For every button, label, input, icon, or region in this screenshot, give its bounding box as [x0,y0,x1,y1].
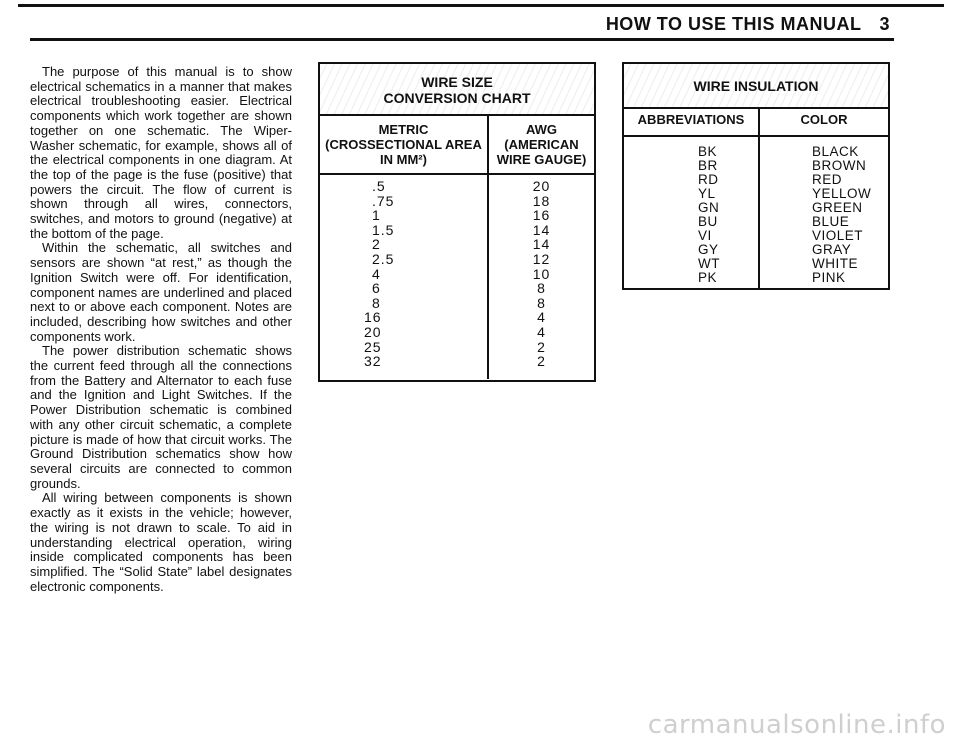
awg-value: 10 [532,265,551,282]
intro-paragraph: Within the schematic, all switches and sensors are shown “at rest,” as though the Ignition Switch were off. For identification, component names are underlined and placed next to or above each component. Notes are included, describing how switches and other components work. [30,240,292,344]
metric-header-line: IN MM²) [380,152,427,167]
watermark-text: carmanualsonline.info [647,710,946,740]
wire-size-chart-title [320,64,594,114]
color-value: GRAY [812,242,852,257]
abbreviation-value: RD [698,172,719,187]
metric-value: 6 [372,280,381,297]
metric-value: .75 [372,192,395,209]
metric-value: 20 [364,323,382,340]
intro-paragraph: The purpose of this manual is to show electrical schematics in a manner that makes electrical troubleshooting easier. Electrical components which work together are shown together on one schematic. The Wiper-Washer schematic, for example, shows all of the electrical components in one diagram. At the top of the page is the fuse (positive) that powers the circuit. The flow of current is shown through all wires, connectors, switches, and motors to ground (negative) at the bottom of the page. [30,64,292,241]
awg-value: 4 [537,323,546,340]
metric-value: 1 [372,207,381,224]
wire-insulation-data-row [624,135,888,289]
color-column-header: COLOR [800,112,848,127]
awg-header-line: AWG [525,122,558,137]
wire-size-data-row [320,173,594,379]
abbreviation-value: BU [698,214,718,229]
awg-header-line: (AMERICAN [504,137,579,152]
metric-value: 32 [364,353,382,370]
metric-value: 25 [364,338,382,355]
abbreviation-values [624,137,760,289]
awg-value: 2 [537,338,546,355]
page-number: 3 [879,14,890,34]
abbreviation-value: PK [698,270,718,285]
abbreviation-value: GY [698,242,719,257]
awg-value: 4 [537,309,546,326]
wire-insulation-header-row [624,107,888,135]
metric-header-line: (CROSSECTIONAL AREA [325,137,482,152]
metric-value: .5 [372,178,386,194]
awg-value: 12 [532,250,551,267]
abbreviation-value: WT [698,256,720,271]
abbreviation-value: BR [698,158,718,173]
awg-value: 18 [532,192,551,209]
color-value: PINK [812,270,846,285]
intro-text [30,65,292,594]
wire-size-chart-title-line: CONVERSION CHART [383,90,531,106]
metric-value: 4 [372,265,381,282]
color-value: BLACK [812,144,859,159]
wire-size-header-row [320,114,594,173]
metric-header-line: METRIC [378,122,429,137]
awg-value: 14 [532,236,551,253]
header-rule [30,38,894,41]
top-rule [18,4,944,7]
awg-value: 20 [532,178,551,194]
awg-column-header [489,116,594,173]
metric-value: 2 [372,236,381,253]
abbreviation-value: YL [698,186,716,201]
awg-header-line: WIRE GAUGE) [496,152,587,167]
abbreviation-value: VI [698,228,712,243]
metric-value: 2.5 [372,250,395,267]
color-value: GREEN [812,200,863,215]
color-value: WHITE [812,256,858,271]
metric-value: 8 [372,294,381,311]
wire-size-chart-title-line: WIRE SIZE [421,74,493,90]
color-value: BLUE [812,214,850,229]
metric-values [320,175,489,379]
metric-column-header [320,116,489,173]
metric-value: 16 [364,309,382,326]
awg-value: 8 [537,280,546,297]
awg-value: 16 [532,207,551,224]
abbreviation-value: BK [698,144,718,159]
page-title: HOW TO USE THIS MANUAL [605,14,862,34]
awg-values [489,175,594,379]
awg-value: 14 [532,221,551,238]
wire-insulation-chart [622,62,890,290]
intro-paragraph: The power distribution schematic shows the current feed through all the connections from the Battery and Alternator to each fuse and the Ignition and Light Switches. If the Power Distribution schematic is combined with any other circuit schematic, a complete picture is made of how that circuit works. The Ground Distribution schematics show how several circuits are connected to common grounds. [30,343,292,491]
color-value: VIOLET [812,228,864,243]
color-value: RED [812,172,843,187]
wire-size-conversion-chart [318,62,596,382]
awg-value: 2 [537,353,546,370]
abbreviations-column-header: ABBREVIATIONS [624,109,760,135]
color-values [760,137,888,289]
page-header [0,14,890,35]
wire-insulation-chart-title: WIRE INSULATION [624,64,888,107]
abbreviation-value: GN [698,200,720,215]
color-value: YELLOW [812,186,872,201]
intro-paragraph: All wiring between components is shown exactly as it exists in the vehicle; however, the wiring is not drawn to scale. To aid in understanding electrical operation, wiring inside complicated components has been simplified. The “Solid State” label designates electronic components. [30,490,292,594]
awg-value: 8 [537,294,546,311]
color-value: BROWN [812,158,867,173]
metric-value: 1.5 [372,221,395,238]
